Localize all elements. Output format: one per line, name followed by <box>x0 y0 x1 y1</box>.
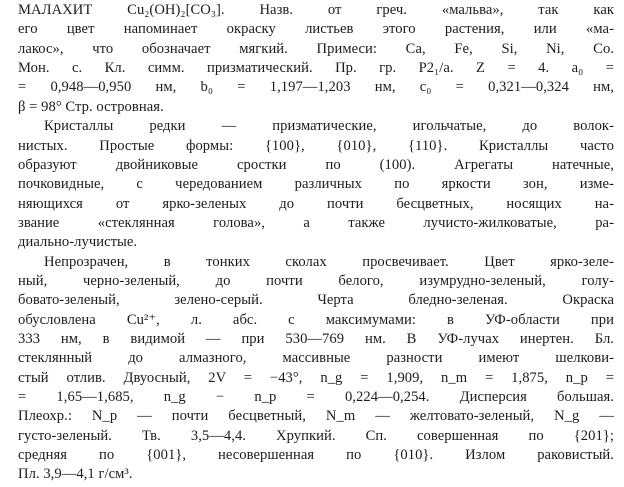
text-line: средняя по {001}, несовершенная по {010}. Излом раковистый. <box>18 447 614 464</box>
text-line: Пл. 3,9—4,1 г/см³. <box>18 466 133 483</box>
text-line: стый отлив. Двуосный, 2V = −43°, n_g = 1,909, n_m = 1,875, n_p = <box>18 369 614 386</box>
text-line: 333 нм, в видимой — при 530—769 нм. В УФ-лучах инертен. Бл. <box>18 331 614 347</box>
text-line: обусловлена Cu²⁺, л. абс. с максимумами: в УФ-области при <box>18 311 614 328</box>
text-line: бовато-зеленый, зелено-серый. Черта бледно-зеленая. Окраска <box>18 292 614 309</box>
text-line: МАЛАХИТ Cu₂(OH)₂[CO₃]. Назв. от греч. «мальва», так как <box>18 2 614 18</box>
text-line: Непрозрачен, в тонких сколах просвечивает. Цвет ярко-зеле- <box>44 253 614 270</box>
text-line: няющихся от ярко-зеленых до почти бесцветных, носящих на- <box>18 195 614 212</box>
text-line: Плеохр.: N_p — почти бесцветный, N_m — желтовато-зеленый, N_g — <box>18 408 614 425</box>
text-line: густо-зеленый. Тв. 3,5—4,4. Хрупкий. Сп. совершенная по {201}; <box>18 427 614 444</box>
text-line: звание «стеклянная голова», а также лучисто-жилковатые, ра- <box>18 214 614 231</box>
text-line: ный, черно-зеленый, до почти белого, изумрудно-зеленый, голу- <box>18 272 614 289</box>
text-line: почковидные, с чередованием различных по яркости зон, изме- <box>18 176 614 193</box>
text-line: лакос», что обозначает мягкий. Примеси: Ca, Fe, Si, Ni, Co. <box>18 40 614 57</box>
text-line: образуют двойниковые сростки по (100). Агрегаты натечные, <box>18 156 614 173</box>
text-line: Кристаллы редки — призматические, игольчатые, до волок- <box>44 118 614 135</box>
text-line: диально-лучистые. <box>18 234 138 251</box>
text-line: β = 98° Стр. островная. <box>18 98 164 115</box>
text-line: стеклянный до алмазного, массивные разности имеют шелкови- <box>18 350 614 367</box>
text-line: нистых. Простые формы: {100}, {010}, {110}. Кристаллы часто <box>18 137 614 154</box>
text-line: его цвет напоминает окраску листьев этого растения, или «ма- <box>18 21 614 38</box>
text-line: = 1,65—1,685, n_g − n_p = 0,224—0,254. Дисперсия большая. <box>18 389 614 405</box>
text-line: Мон. с. Кл. симм. призматический. Пр. гр. P2₁/a. Z = 4. a₀ = <box>18 60 614 77</box>
text-line: = 0,948—0,950 нм, b₀ = 1,197—1,203 нм, c₀ = 0,321—0,324 нм, <box>18 79 614 96</box>
